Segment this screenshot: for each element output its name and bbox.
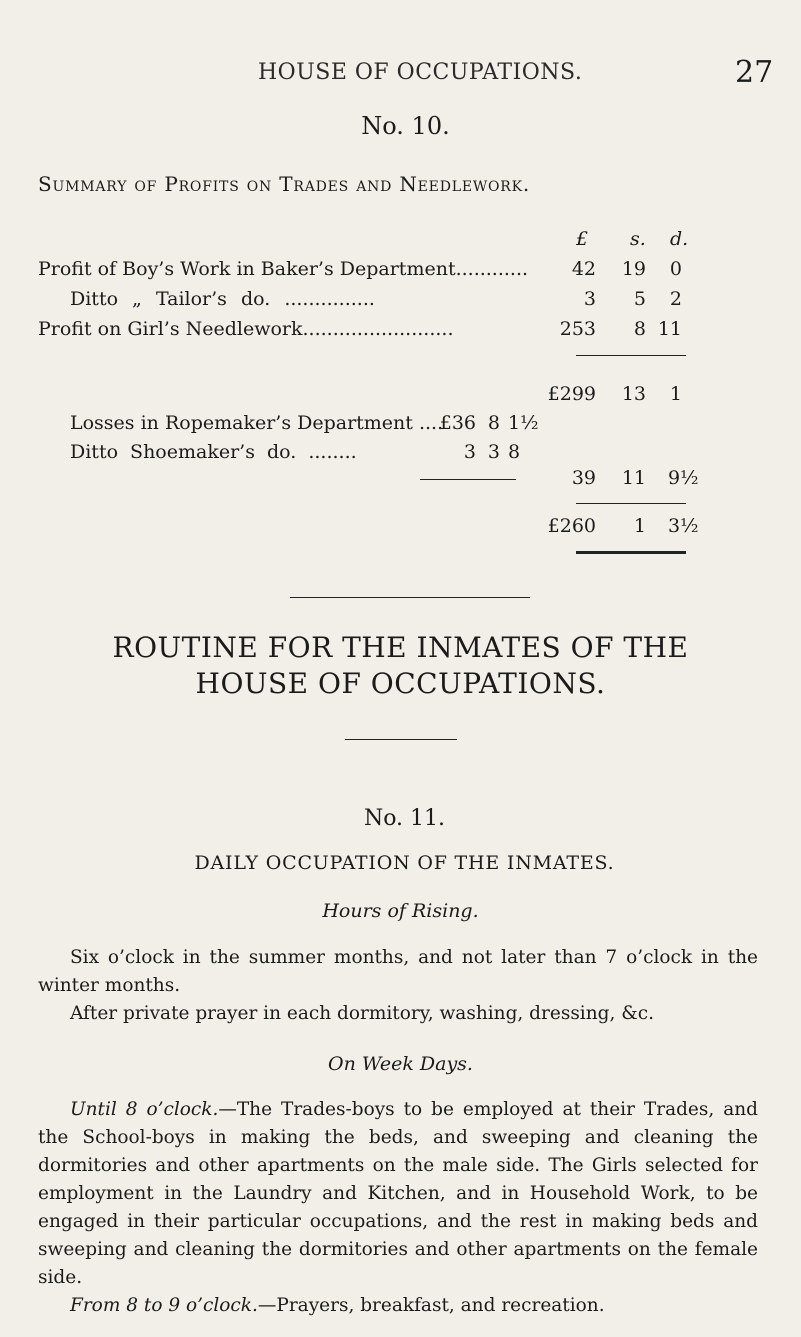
from8-paragraph bbox=[38, 1292, 758, 1320]
running-head: HOUSE OF OCCUPATIONS. bbox=[258, 60, 583, 85]
header-shillings: s. bbox=[630, 228, 646, 250]
profit-row-pence: 0 bbox=[669, 258, 682, 280]
header-pence: d. bbox=[670, 228, 689, 250]
loss-row-shillings: 8 bbox=[487, 412, 500, 434]
net-double-rule bbox=[576, 551, 686, 554]
loss-row-pounds: £36 bbox=[439, 412, 476, 434]
until8-text: —The Trades-boys to be employed at their Trades, and the School-boys in making the beds, and sweeping and cleaning the dormitories and other apartments on the male side. The Girls selected for employment in the Laundry and Kitchen, and in Household Work, to be engaged in their particular occupations, and the rest in making beds and sweeping and cleaning the dormitories and other apartments on the female side. bbox=[38, 1099, 758, 1288]
routine-title-line1: ROUTINE FOR THE INMATES OF THE bbox=[112, 631, 689, 664]
page-number: 27 bbox=[735, 55, 774, 90]
profit-row-shillings: 19 bbox=[621, 258, 646, 280]
weekdays-section bbox=[38, 1096, 758, 1320]
routine-title-line2: HOUSE OF OCCUPATIONS. bbox=[195, 667, 606, 700]
from8-text: —Prayers, breakfast, and recreation. bbox=[257, 1295, 605, 1316]
losses-total-shillings: 11 bbox=[621, 467, 646, 489]
loss-row-label: Ditto Shoemaker’s do. ........ bbox=[70, 441, 357, 463]
hours-heading: Hours of Rising. bbox=[322, 900, 479, 922]
hours-section bbox=[38, 944, 758, 1028]
routine-divider bbox=[345, 739, 457, 740]
losses-total-pence: 9½ bbox=[668, 467, 699, 489]
profit-row-shillings: 8 bbox=[633, 318, 646, 340]
profit-row-label: Profit on Girl’s Needlework......................... bbox=[38, 318, 454, 340]
profit-row-pounds: 253 bbox=[559, 318, 596, 340]
from8-lead: From 8 to 9 o’clock. bbox=[70, 1295, 258, 1316]
loss-row-pounds: 3 bbox=[463, 441, 476, 463]
profit-row-pence: 2 bbox=[669, 288, 682, 310]
losses-total-pounds: 39 bbox=[571, 467, 596, 489]
until8-lead: Until 8 o’clock. bbox=[70, 1099, 219, 1120]
losses-rule bbox=[420, 479, 516, 480]
section-divider bbox=[290, 597, 530, 598]
until8-paragraph bbox=[38, 1096, 758, 1292]
profit-row-label: Profit of Boy’s Work in Baker’s Department............ bbox=[38, 258, 529, 280]
profit-row-label: Ditto „ Tailor’s do. ............... bbox=[70, 288, 375, 310]
profit-row-pence: 11 bbox=[657, 318, 682, 340]
routine-title bbox=[0, 630, 801, 702]
daily-title: DAILY OCCUPATION OF THE INMATES. bbox=[194, 852, 615, 874]
hours-text-1: Six o’clock in the summer months, and not later than 7 o’clock in the winter months. bbox=[38, 947, 758, 996]
loss-row-shillings: 3 bbox=[487, 441, 500, 463]
profit-row-pounds: 42 bbox=[571, 258, 596, 280]
net-total-shillings: 1 bbox=[633, 515, 646, 537]
subtotal-rule bbox=[576, 355, 686, 356]
subtotal-pounds: £299 bbox=[547, 383, 596, 405]
profit-row-pounds: 3 bbox=[583, 288, 596, 310]
table-number-10: No. 10. bbox=[361, 112, 450, 140]
net-total-pence: 3½ bbox=[668, 515, 699, 537]
header-pounds: £ bbox=[576, 228, 589, 250]
loss-row-pence: 1½ bbox=[508, 412, 539, 434]
loss-row-label: Losses in Ropemaker’s Department .... bbox=[70, 412, 444, 434]
hours-text-2: After private prayer in each dormitory, washing, dressing, &c. bbox=[70, 1003, 654, 1024]
table-number-11: No. 11. bbox=[363, 806, 446, 831]
weekdays-heading: On Week Days. bbox=[328, 1053, 473, 1075]
subtotal-shillings: 13 bbox=[621, 383, 646, 405]
profit-row-shillings: 5 bbox=[633, 288, 646, 310]
summary-title: Summary of Profits on Trades and Needlework. bbox=[38, 172, 531, 196]
net-rule bbox=[576, 503, 686, 504]
subtotal-pence: 1 bbox=[669, 383, 682, 405]
net-total-pounds: £260 bbox=[547, 515, 596, 537]
loss-row-pence: 8 bbox=[508, 441, 521, 463]
